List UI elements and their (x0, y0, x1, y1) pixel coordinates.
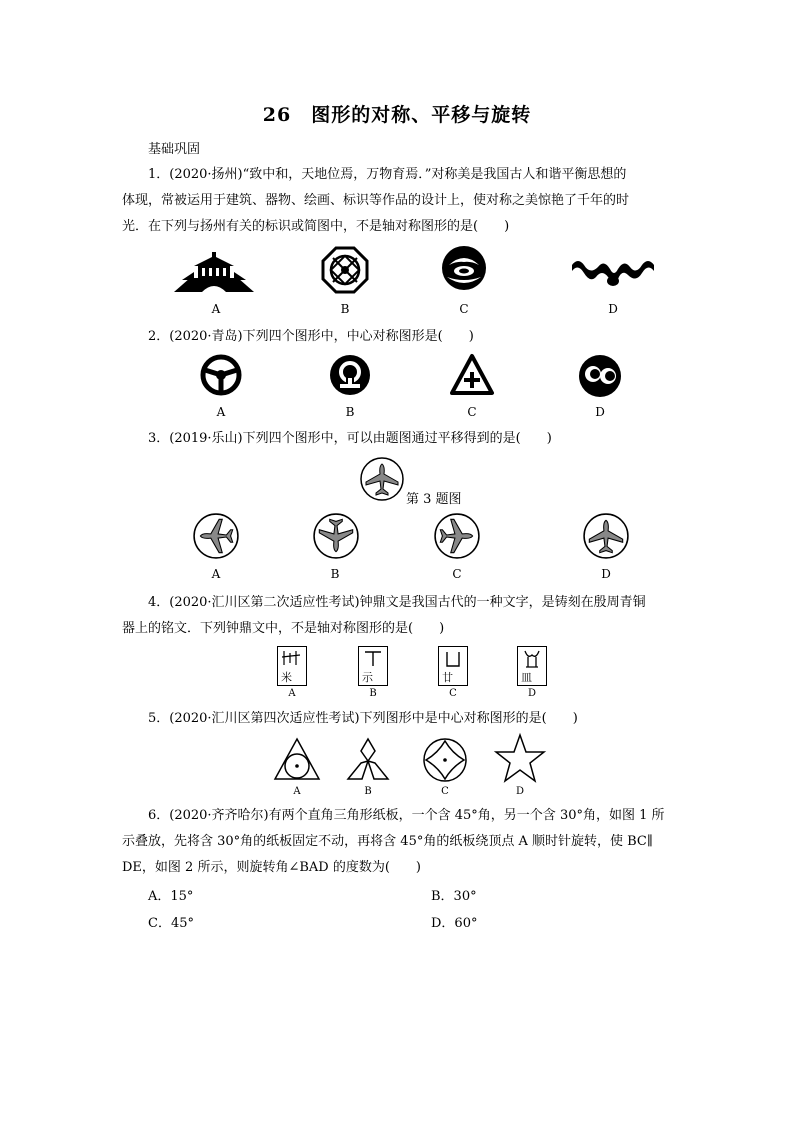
q1-option-c-figure[interactable] (441, 245, 487, 291)
q2-option-c-figure[interactable] (450, 354, 494, 396)
q6-text-line3: DE，如图 2 所示，则旋转角∠BAD 的度数为( ) (122, 860, 421, 875)
q5-option-b-label: B (364, 786, 372, 797)
q5-option-d-label: D (515, 786, 525, 797)
q1-option-b-label: B (340, 302, 350, 316)
q2-text: 2．(2020·青岛)下列四个图形中，中心对称图形是( ) (148, 329, 474, 344)
q4-option-c-figure[interactable] (438, 646, 468, 686)
q2-option-b-label: B (345, 405, 355, 419)
q2-option-d-figure[interactable] (578, 354, 622, 398)
q1-option-b-figure[interactable] (322, 247, 368, 293)
q4-option-d-label: D (527, 688, 537, 699)
q3-figure-plane-icon (359, 456, 405, 502)
q4-text-line2: 器上的铭文．下列钟鼎文中，不是轴对称图形的是( ) (122, 621, 445, 636)
q3-option-d-label: D (601, 567, 611, 581)
q1-option-d-figure[interactable] (570, 255, 656, 289)
q2-option-c-label: C (467, 405, 477, 419)
q4-option-b-label: B (369, 688, 377, 699)
q3-option-a-figure[interactable] (192, 512, 240, 560)
q4-option-a-label: A (288, 688, 296, 699)
page-title: 26 图形的对称、平移与旋转 (262, 104, 532, 126)
q3-text: 3．(2019·乐山)下列四个图形中，可以由题图通过平移得到的是( ) (148, 431, 552, 446)
q4-option-b-figure[interactable] (358, 646, 388, 686)
q4-glyph-c: 廿 (442, 671, 453, 684)
q6-choice-c[interactable]: C．45° (148, 916, 194, 931)
q4-option-a-figure[interactable] (277, 646, 307, 686)
q2-option-a-figure[interactable] (200, 354, 242, 396)
q1-text-line1: 1．(2020·扬州)“致中和，天地位焉，万物育焉．”对称美是我国古人和谐平衡思想的 (148, 167, 627, 182)
q5-option-c-figure[interactable] (422, 737, 468, 783)
q3-option-a-label: A (211, 567, 221, 581)
q6-choice-b[interactable]: B．30° (431, 889, 477, 904)
q6-choice-a[interactable]: A．15° (148, 889, 194, 904)
q4-glyph-b: 示 (362, 671, 373, 684)
q5-option-c-label: C (441, 786, 449, 797)
q3-option-c-figure[interactable] (433, 512, 481, 560)
q3-option-b-label: B (330, 567, 340, 581)
q3-option-b-figure[interactable] (312, 512, 360, 560)
q2-option-a-label: A (216, 405, 226, 419)
q5-option-b-figure[interactable] (344, 737, 392, 781)
q4-glyph-a: 米 (281, 671, 292, 684)
q3-option-c-label: C (452, 567, 462, 581)
q1-text-line3: 光．在下列与扬州有关的标识或简图中，不是轴对称图形的是( ) (122, 219, 510, 234)
section-heading: 基础巩固 (148, 142, 201, 157)
q2-option-b-figure[interactable] (329, 354, 371, 396)
q5-option-d-star-icon[interactable] (494, 733, 546, 783)
q6-text-line2: 示叠放，先将含 30°角的纸板固定不动，再将含 45°角的纸板绕顶点 A 顺时针旋转，使 BC∥ (122, 834, 653, 849)
q6-text-line1: 6．(2020·齐齐哈尔)有两个直角三角形纸板，一个含 45°角，另一个含 30°角，如图 1 所 (148, 808, 665, 823)
q1-option-c-label: C (459, 302, 469, 316)
q4-option-d-figure[interactable] (517, 646, 547, 686)
q1-text-line2: 体现，常被运用于建筑、器物、绘画、标识等作品的设计上，使对称之美惊艳了千年的时 (122, 193, 630, 208)
q6-choice-d[interactable]: D．60° (431, 916, 478, 931)
q4-glyph-d: 皿 (521, 671, 532, 684)
q1-option-a-figure[interactable] (172, 252, 256, 294)
q4-option-c-label: C (449, 688, 457, 699)
q5-text: 5．(2020·汇川区第四次适应性考试)下列图形中是中心对称图形的是( ) (148, 711, 578, 726)
q3-option-d-figure[interactable] (582, 512, 630, 560)
q1-option-d-label: D (608, 302, 618, 316)
q5-option-a-figure[interactable] (273, 737, 321, 781)
q1-option-a-label: A (211, 302, 221, 316)
q3-figure-caption: 第 3 题图 (406, 492, 462, 507)
q2-option-d-label: D (595, 405, 605, 419)
q5-option-a-label: A (293, 786, 301, 797)
q4-text-line1: 4．(2020·汇川区第二次适应性考试)钟鼎文是我国古代的一种文字，是铸刻在殷周青铜 (148, 595, 646, 610)
